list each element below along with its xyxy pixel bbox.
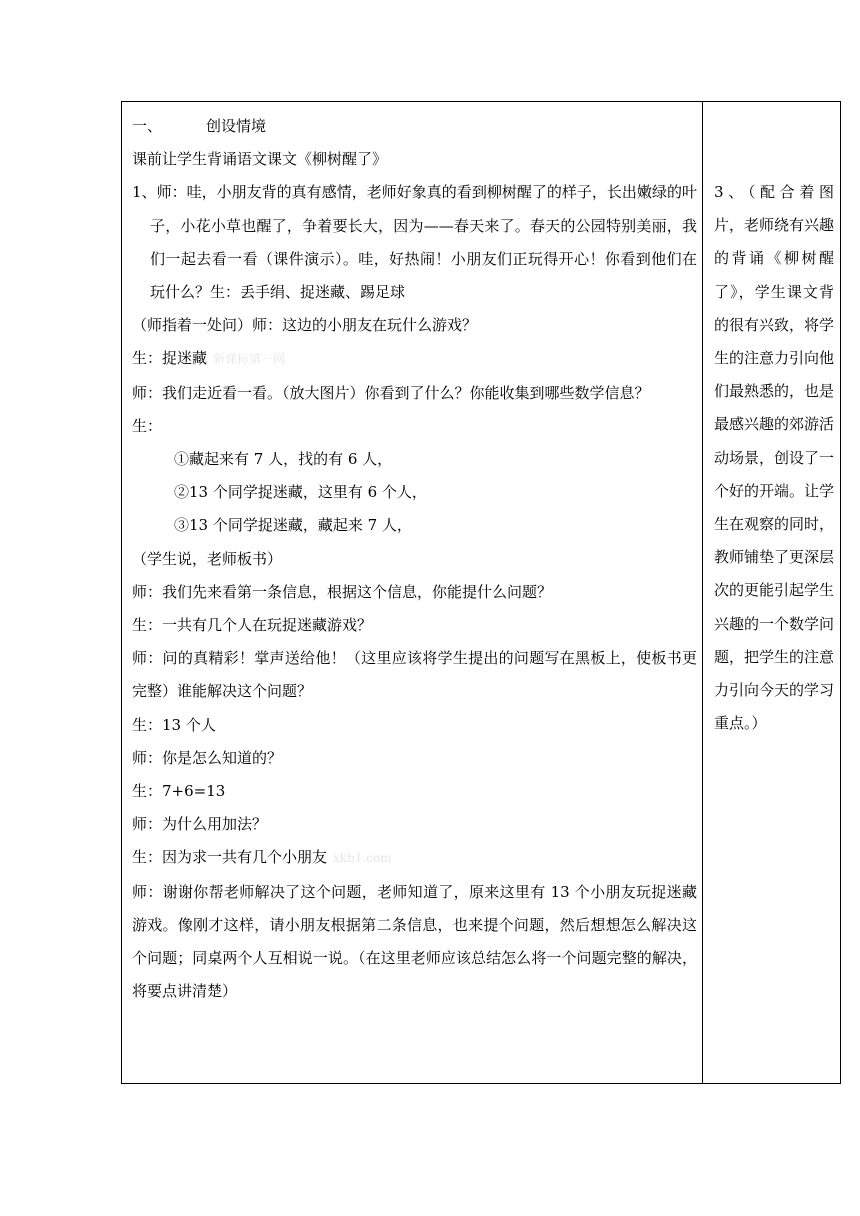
lesson-content <box>132 110 697 1008</box>
text-line: 生：13 个人 <box>132 715 216 734</box>
info-item: ①藏起来有 7 人，找的有 6 人， <box>174 450 393 469</box>
column-divider <box>702 102 703 1083</box>
dialogue-paragraph: 1、师：哇，小朋友背的真有感情，老师好象真的看到柳树醒了的样子，长出嫩绿的叶子，小花小草也醒了，争着要长大，因为——春天来了。春天的公园特别美丽，我们一起去看一看（课件演示）。哇，好热闹！小朋友们正玩得开心！你看到他们在玩什么？生：丢手绢、捉迷藏、踢足球 <box>132 183 697 302</box>
section-heading <box>132 110 697 143</box>
watermark-text: 新课标第一网 <box>213 352 286 367</box>
answer-text: 生：因为求一共有几个小朋友 <box>132 848 328 867</box>
text-line: 课前让学生背诵语文课文《柳树醒了》 <box>132 150 388 169</box>
text-line: 生： <box>132 416 163 435</box>
info-item: ③13 个同学捉迷藏，藏起来 7 人， <box>174 516 412 535</box>
dialogue-paragraph: 师：我们走近看一看。（放大图片）你看到了什么？你能收集到哪些数学信息？ <box>132 383 650 402</box>
info-item: ②13 个同学捉迷藏，这里有 6 个人， <box>174 483 427 502</box>
section-title: 创设情境 <box>206 117 267 135</box>
text-line: （学生说，老师板书） <box>132 549 283 568</box>
lesson-table <box>121 101 841 1084</box>
teaching-note <box>714 176 834 740</box>
text-line <box>132 342 697 376</box>
answer-text: 生：捉迷藏 <box>132 349 208 368</box>
text-line: （师指着一处问）师：这边的小朋友在玩什么游戏？ <box>132 316 478 335</box>
text-line: 师：我们先来看第一条信息，根据这个信息，你能提什么问题？ <box>132 582 553 601</box>
note-text: 3、（配合着图片，老师绕有兴趣的背诵《柳树醒了》，学生课文背的很有兴致，将学生的注意力引向他们最熟悉的，也是最感兴趣的郊游活动场景，创设了一个好的开端。让学生在观察的同时，教师铺垫了更深层次的更能引起学生兴趣的一个数学问题，把学生的注意力引向今天的学习重点。） <box>714 183 835 733</box>
text-line: 生：一共有几个人在玩捉迷藏游戏？ <box>132 616 373 635</box>
text-line: 生：7+6=13 <box>132 782 226 801</box>
dialogue-paragraph: 师：谢谢你帮老师解决了这个问题，老师知道了，原来这里有 13 个小朋友玩捉迷藏游戏。像刚才这样，请小朋友根据第二条信息，也来提个问题，然后想想怎么解决这个问题；同桌两个人互相说一说。（在这里老师应该总结怎么将一个问题完整的解决，将要点讲清楚） <box>132 882 697 1001</box>
watermark-text: xkb1.com <box>333 851 392 866</box>
dialogue-paragraph: 师：问的真精彩！掌声送给他！（这里应该将学生提出的问题写在黑板上，使板书更完整）谁能解决这个问题？ <box>132 649 697 701</box>
section-number: 一、 <box>132 117 163 135</box>
text-line: 师：为什么用加法？ <box>132 815 268 834</box>
text-line <box>132 841 697 875</box>
text-line: 师：你是怎么知道的？ <box>132 748 283 767</box>
